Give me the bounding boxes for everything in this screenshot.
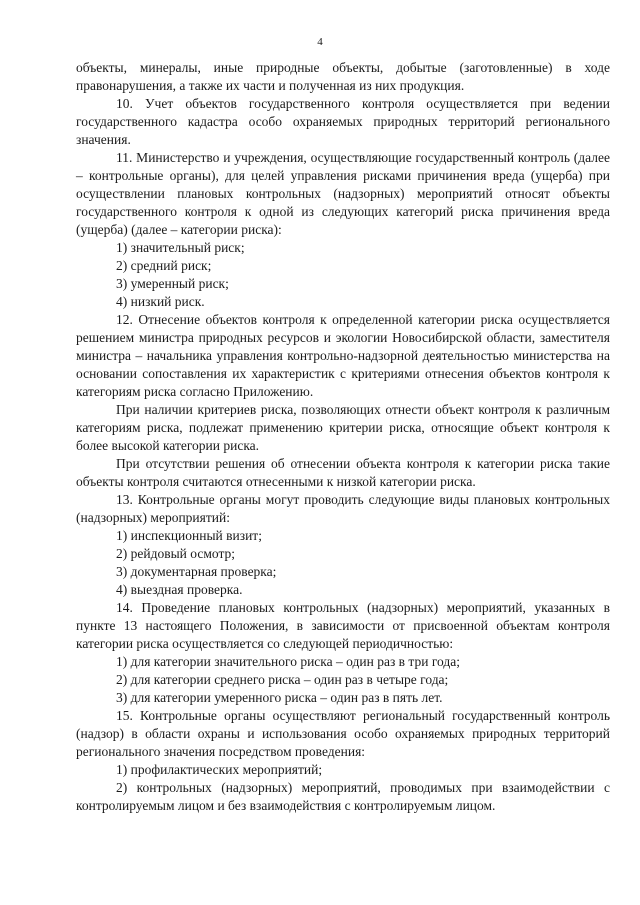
paragraph: 10. Учет объектов государственного контроля осуществляется при ведении государственного кадастра особо охраняемых природных территорий регионального значения. — [76, 96, 610, 147]
list-item: 2) рейдовый осмотр; — [116, 546, 236, 561]
paragraph: 14. Проведение плановых контрольных (надзорных) мероприятий, указанных в пункте 13 настоящего Положения, в зависимости от присвоенной объектам контроля категории риска осуществляется со следующей периодичностью: — [76, 600, 610, 651]
paragraph: 11. Министерство и учреждения, осуществляющие государственный контроль (далее – контрольные органы), для целей управления рисками причинения вреда (ущерба) при осуществлении плановых контрольных (надзорных) мероприятий относят объекты государственного контроля к одной из следующих категорий риска причинения вреда (ущерба) (далее – категории риска): — [76, 150, 610, 237]
list-item: 4) низкий риск. — [116, 294, 205, 309]
paragraph: 2) контрольных (надзорных) мероприятий, проводимых при взаимодействии с контролируемым лицом и без взаимодействия с контролируемым лицом. — [76, 780, 610, 813]
list-item: 2) для категории среднего риска – один раз в четыре года; — [116, 672, 449, 687]
list-item: 1) инспекционный визит; — [116, 528, 262, 543]
list-item: 4) выездная проверка. — [116, 582, 243, 597]
paragraph: 13. Контрольные органы могут проводить следующие виды плановых контрольных (надзорных) мероприятий: — [76, 492, 610, 525]
document-body — [76, 59, 610, 815]
page-number: 4 — [317, 36, 323, 48]
list-item: 2) средний риск; — [116, 258, 212, 273]
list-item: 1) профилактических мероприятий; — [116, 762, 323, 777]
paragraph: При отсутствии решения об отнесении объекта контроля к категории риска такие объекты контроля считаются отнесенными к низкой категории риска. — [76, 456, 610, 489]
list-item: 1) значительный риск; — [116, 240, 245, 255]
paragraph: 12. Отнесение объектов контроля к определенной категории риска осуществляется решением министра природных ресурсов и экологии Новосибирской области, заместителя министра – начальника управления контрольно-надзорной деятельностью министерства на основании сопоставления их характеристик с критериями отнесения объектов контроля к категориям риска согласно Приложению. — [76, 312, 610, 399]
paragraph: При наличии критериев риска, позволяющих отнести объект контроля к различным категориям риска, подлежат применению критерии риска, относящие объект контроля к более высокой категории риска. — [76, 402, 610, 453]
paragraph: 15. Контрольные органы осуществляют региональный государственный контроль (надзор) в области охраны и использования особо охраняемых природных территорий регионального значения посредством проведения: — [76, 708, 610, 759]
list-item: 3) умеренный риск; — [116, 276, 229, 291]
list-item: 3) для категории умеренного риска – один раз в пять лет. — [116, 690, 443, 705]
list-item: 3) документарная проверка; — [116, 564, 277, 579]
list-item: 1) для категории значительного риска – один раз в три года; — [116, 654, 460, 669]
paragraph: объекты, минералы, иные природные объекты, добытые (заготовленные) в ходе правонарушения, а также их части и полученная из них продукция. — [76, 60, 610, 93]
